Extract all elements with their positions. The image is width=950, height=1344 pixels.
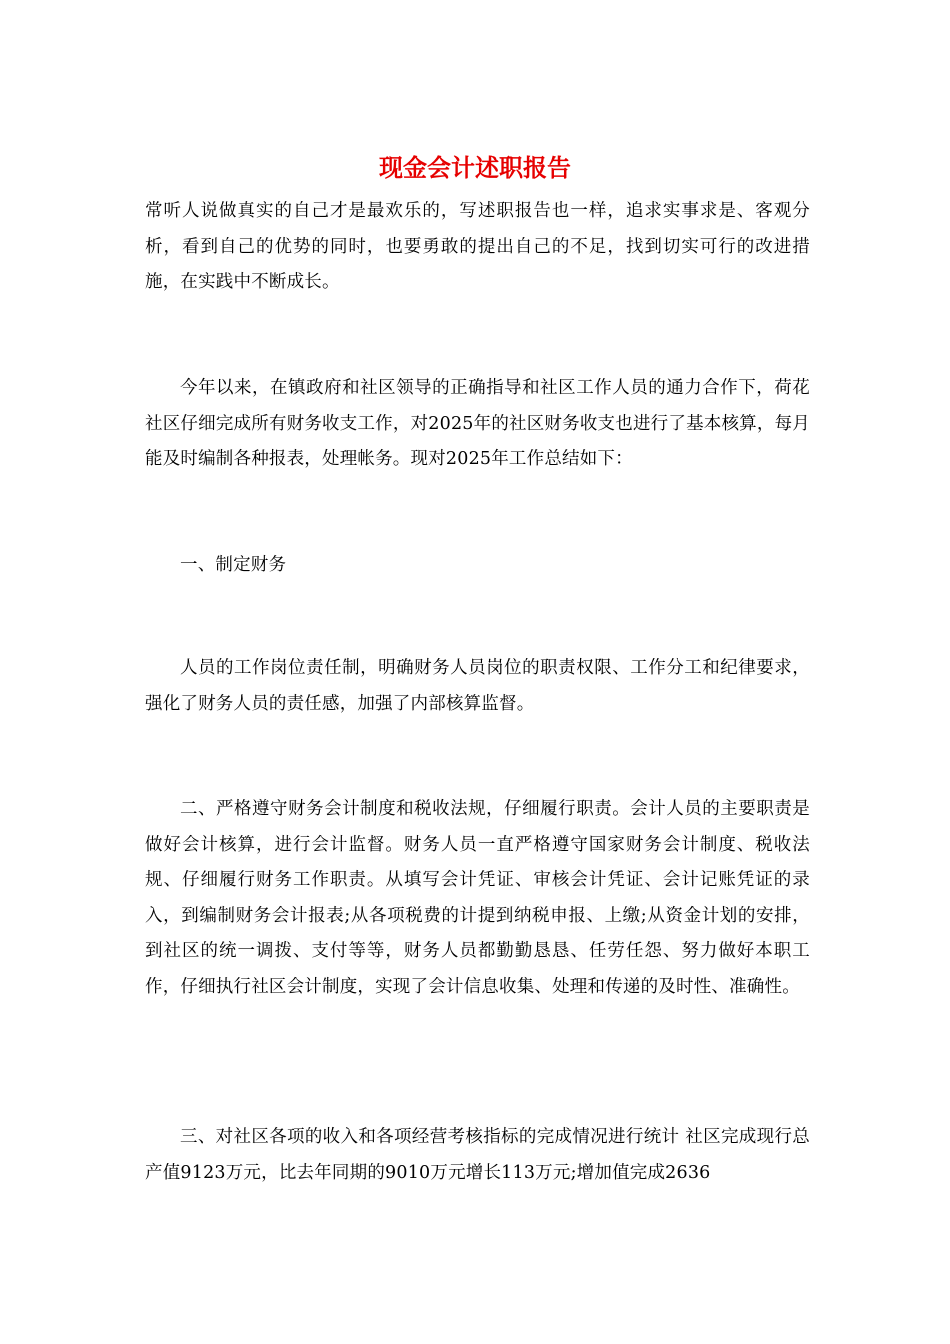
body-paragraph-responsibility: 人员的工作岗位责任制，明确财务人员岗位的职责权限、工作分工和纪律要求，强化了财务人员的责任感，加强了内部核算监督。 — [145, 658, 810, 714]
intro-paragraph: 常听人说做真实的自己才是最欢乐的，写述职报告也一样，追求实事求是、客观分析，看到自己的优势的同时，也要勇敢的提出自己的不足，找到切实可行的改进措施，在实践中不断成长。 — [145, 201, 810, 292]
body-paragraph-overview: 今年以来，在镇政府和社区领导的正确指导和社区工作人员的通力合作下，荷花社区仔细完成所有财务收支工作，对2025年的社区财务收支也进行了基本核算，每月能及时编制各种报表，处理帐务。现对2025年工作总结如下： — [145, 378, 810, 469]
section-paragraph-2: 二、严格遵守财务会计制度和税收法规，仔细履行职责。会计人员的主要职责是做好会计核算，进行会计监督。财务人员一直严格遵守国家财务会计制度、税收法规、仔细履行财务工作职责。从填写会计凭证、审核会计凭证、会计记账凭证的录入，到编制财务会计报表;从各项税费的计提到纳税申报、上缴;从资金计划的安排，到社区的统一调拨、支付等等，财务人员都勤勤恳恳、任劳任怨、努力做好本职工作，仔细执行社区会计制度，实现了会计信息收集、处理和传递的及时性、准确性。 — [145, 799, 810, 997]
section-heading-1: 一、制定财务 — [180, 555, 287, 575]
section-paragraph-3: 三、对社区各项的收入和各项经营考核指标的完成情况进行统计 社区完成现行总产值9123万元，比去年同期的9010万元增长113万元;增加值完成2636 — [145, 1127, 810, 1183]
document-title: 现金会计述职报告 — [379, 154, 571, 182]
